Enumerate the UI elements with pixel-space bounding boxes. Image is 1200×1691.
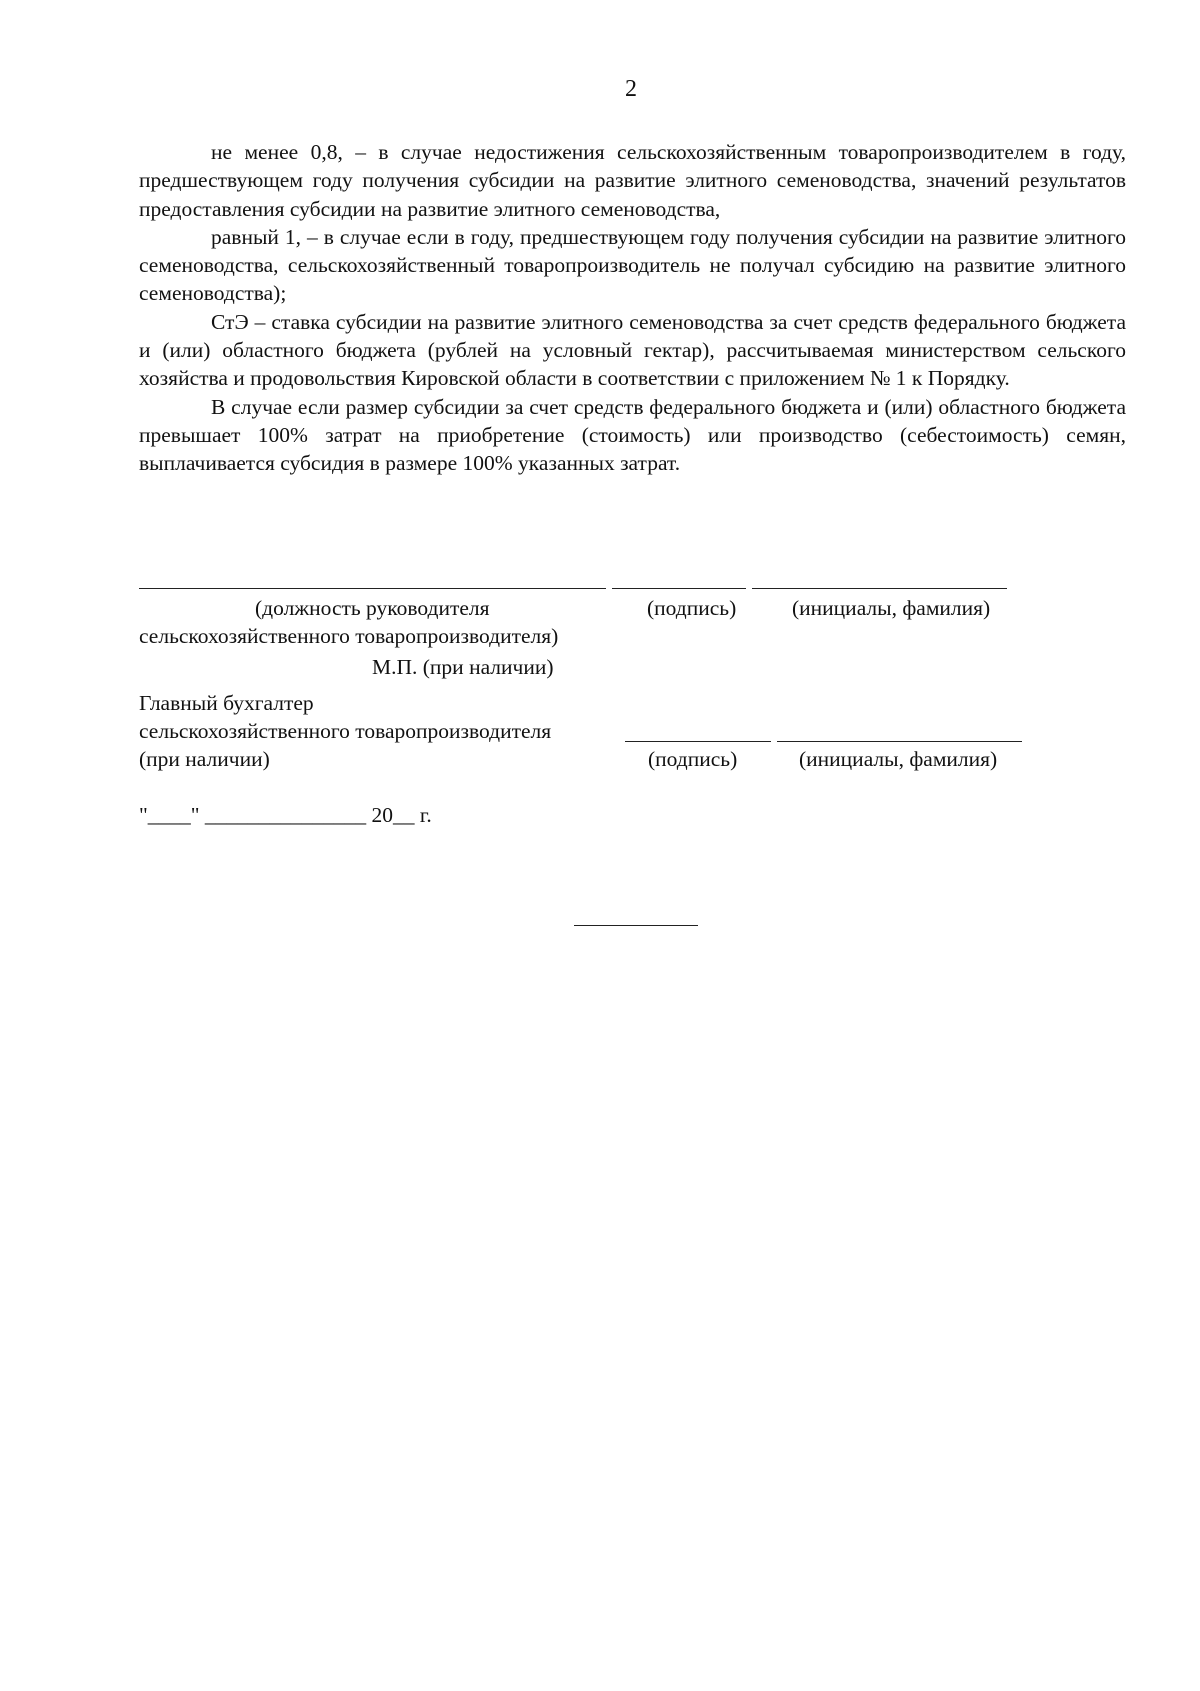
stamp-label: М.П. (при наличии) [372, 655, 554, 679]
accountant-org: сельскохозяйственного товаропроизводителя [139, 719, 552, 743]
paragraph: не менее 0,8, – в случае недостижения сельскохозяйственным товаропроизводителем в году, предшествующем году получения субсидии на развитие элитного семеноводства, значений результатов предоставления субсидии на развитие элитного семеноводства, [139, 140, 1126, 221]
signature-label: (подпись) [647, 596, 737, 620]
accountant-name-line [777, 741, 1022, 742]
closing-rule [574, 925, 698, 926]
page-number: 2 [625, 76, 637, 102]
head-signature-line [612, 588, 746, 589]
accountant-signature-line [625, 741, 771, 742]
date-line: "____" _______________ 20__ г. [139, 803, 432, 827]
paragraph: СтЭ – ставка субсидии на развитие элитного семеноводства за счет средств федерального бюджета и (или) областного бюджета (рублей на условный гектар), рассчитываемая министерством сельского хозяйства и продовольствия Кировской области в соответствии с приложением № 1 к Порядку. [139, 309, 1126, 391]
paragraph: В случае если размер субсидии за счет средств федерального бюджета и (или) областного бюджета превышает 100% затрат на приобретение (стоимость) или производство (себестоимость) семян, выплачивается субсидия в размере 100% указанных затрат. [139, 394, 1126, 476]
head-position-label: (должность руководителя [255, 596, 490, 620]
accountant-availability: (при наличии) [139, 747, 270, 771]
body-text [139, 138, 1126, 478]
head-position-label-cont: сельскохозяйственного товаропроизводителя) [139, 624, 559, 648]
accountant-name-label: (инициалы, фамилия) [799, 747, 998, 771]
head-position-line [139, 588, 606, 589]
head-name-line [752, 588, 1007, 589]
accountant-signature-label: (подпись) [648, 747, 738, 771]
name-label: (инициалы, фамилия) [792, 596, 991, 620]
paragraph: равный 1, – в случае если в году, предшествующем году получения субсидии на развитие элитного семеноводства, сельскохозяйственный товаропроизводитель не получал субсидию на развитие элитного семеноводства); [139, 224, 1126, 306]
accountant-title: Главный бухгалтер [139, 691, 314, 715]
